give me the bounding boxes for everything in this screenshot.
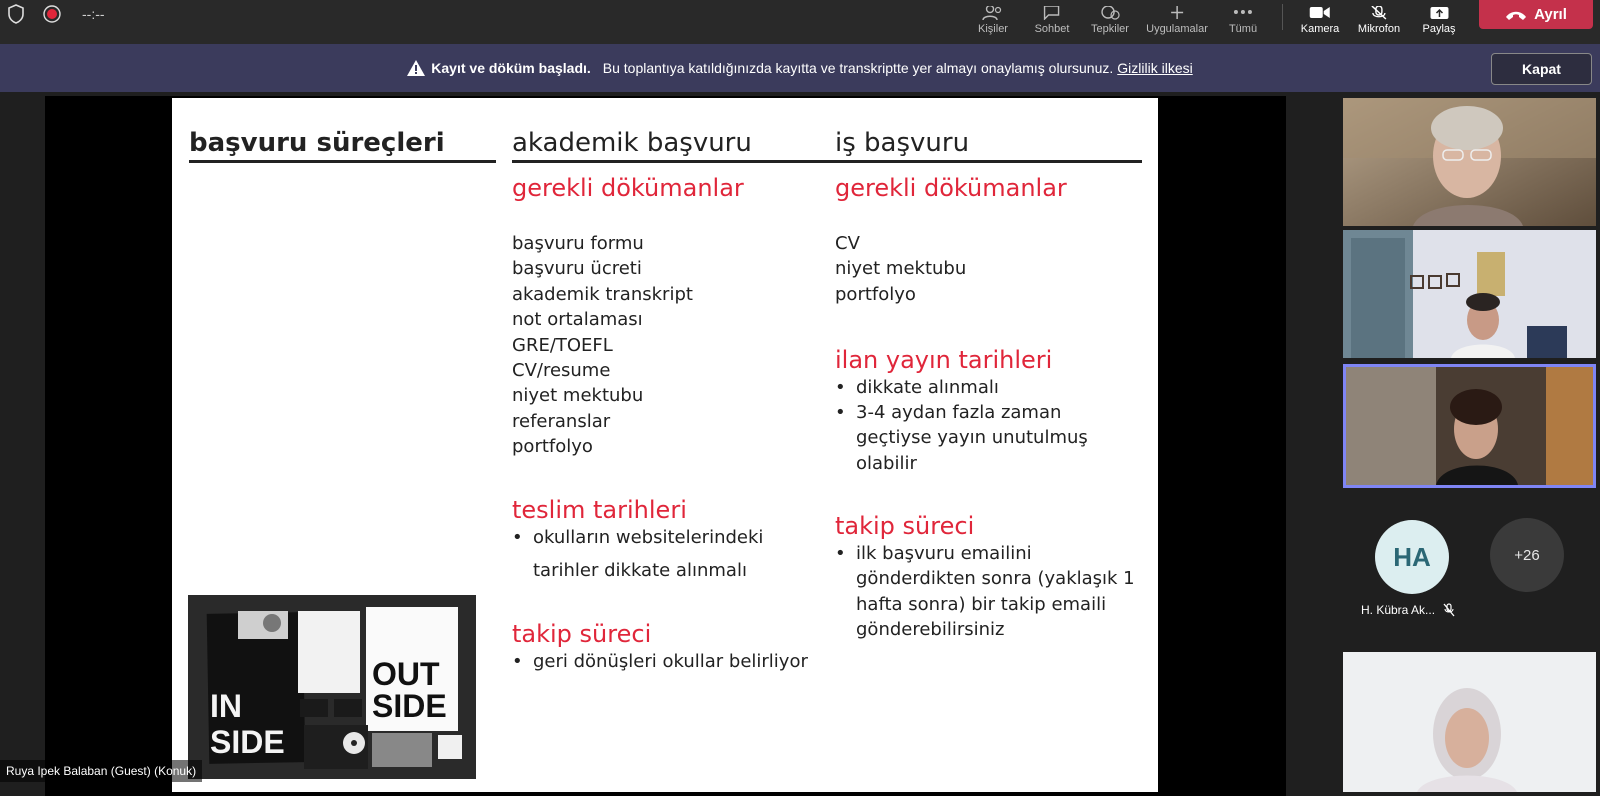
- people-icon: [981, 6, 1005, 20]
- reactions-label: Tepkiler: [1091, 23, 1129, 35]
- photo-text-inside-2: SIDE: [210, 724, 285, 760]
- more-button[interactable]: [1229, 0, 1257, 44]
- participant-name: H. Kübra Ak...: [1361, 603, 1436, 617]
- more-participants-button[interactable]: +26: [1490, 518, 1564, 592]
- recording-banner: [0, 44, 1600, 92]
- chat-label: Sohbet: [1034, 23, 1070, 35]
- presentation-slide: [172, 98, 1158, 792]
- meeting-timer: --:--: [82, 6, 105, 22]
- leave-button[interactable]: [1479, 0, 1593, 29]
- col2-docs-list: [512, 231, 693, 460]
- leave-label: Ayrıl: [1534, 6, 1567, 23]
- mic-off-icon: [1369, 6, 1389, 20]
- col3-posting-item: • dikkate alınmalı: [835, 375, 1125, 400]
- camera-label: Kamera: [1300, 23, 1340, 35]
- more-label: Tümü: [1228, 23, 1258, 35]
- meeting-toolbar: [0, 0, 1600, 44]
- col2-docs-heading: gerekli dökümanlar: [512, 174, 744, 202]
- mic-button[interactable]: [1358, 0, 1400, 44]
- list-item: başvuru ücreti: [512, 258, 642, 280]
- camera-icon: [1308, 6, 1332, 20]
- list-item: başvuru formu: [512, 233, 644, 254]
- col3-posting-heading: ilan yayın tarihleri: [835, 346, 1053, 374]
- video-feed-image: [1343, 98, 1596, 226]
- participant-video-4[interactable]: [1343, 652, 1596, 792]
- chat-icon: [1041, 6, 1063, 20]
- warning-icon: [407, 60, 425, 76]
- photo-text-outside-1: OUT: [372, 656, 440, 692]
- col2-deadline-heading: teslim tarihleri: [512, 496, 687, 524]
- banner-message: Bu toplantıya katıldığınızda kayıtta ve transkriptte yer almayı onaylamış olursunuz.: [602, 60, 1114, 76]
- share-icon: [1428, 6, 1450, 20]
- col3-followup-item: • ilk başvuru emailini gönderdikten sonra (yaklaşık 1 hafta sonra) bir takip emaili gönderebilirsiniz: [835, 541, 1137, 643]
- participant-avatar-label: [1361, 603, 1455, 617]
- col3-posting-item: • 3-4 aydan fazla zaman geçtiyse yayın unutulmuş olabilir: [835, 400, 1105, 476]
- phone-hangup-icon: [1505, 9, 1527, 21]
- slide-col23-rule: [512, 160, 1142, 163]
- participant-video-1[interactable]: [1343, 98, 1596, 226]
- camera-button[interactable]: [1301, 0, 1340, 44]
- col3-docs-list: [835, 231, 966, 307]
- slide-col1-title: başvuru süreçleri: [189, 128, 445, 158]
- slide-col1-rule: [189, 160, 496, 163]
- list-item: portfolyo: [835, 283, 916, 305]
- list-item: CV: [835, 233, 860, 254]
- apps-button[interactable]: [1146, 0, 1208, 44]
- mic-label: Mikrofon: [1357, 23, 1401, 35]
- presenter-name-tag: Ruya Ipek Balaban (Guest) (Konuk): [0, 760, 202, 782]
- privacy-policy-link[interactable]: Gizlilik ilkesi: [1117, 60, 1193, 76]
- col2-followup-heading: takip süreci: [512, 620, 652, 648]
- mic-off-icon: [1443, 603, 1455, 617]
- video-feed-image: [1346, 367, 1593, 485]
- shield-icon: [6, 3, 26, 25]
- toolbar-divider: [1282, 4, 1283, 30]
- list-item: GRE/TOEFL: [512, 334, 613, 356]
- list-item: referanslar: [512, 410, 611, 432]
- col3-followup-heading: takip süreci: [835, 512, 975, 540]
- toolbar-status: [6, 3, 105, 25]
- participant-avatar[interactable]: HA: [1375, 520, 1449, 594]
- participant-video-2[interactable]: [1343, 230, 1596, 358]
- share-button[interactable]: [1422, 0, 1455, 44]
- col2-deadline-item-cont: tarihler dikkate alınmalı: [533, 560, 747, 581]
- photo-text-inside-1: IN: [210, 688, 242, 724]
- reactions-button[interactable]: [1091, 0, 1129, 44]
- video-feed-image: [1343, 652, 1596, 792]
- col2-followup-item: • geri dönüşleri okullar belirliyor: [512, 649, 808, 674]
- chat-button[interactable]: [1035, 0, 1070, 44]
- recording-icon: [42, 4, 62, 24]
- participant-video-active-speaker[interactable]: [1343, 364, 1596, 488]
- more-icon: [1233, 6, 1253, 20]
- slide-col2-title: akademik başvuru: [512, 128, 752, 158]
- list-item: akademik transkript: [512, 283, 693, 305]
- slide-col3-title: iş başvuru: [835, 128, 970, 158]
- video-feed-image: [1343, 230, 1596, 358]
- list-item: niyet mektubu: [835, 258, 967, 280]
- apps-label: Uygulamalar: [1146, 23, 1208, 35]
- list-item: not ortalaması: [512, 309, 643, 331]
- people-label: Kişiler: [978, 23, 1008, 35]
- list-item: niyet mektubu: [512, 385, 644, 407]
- col2-deadline-item: • okulların websitelerindeki: [512, 525, 763, 550]
- photo-text-outside-2: SIDE: [372, 688, 447, 724]
- plus-icon: [1169, 6, 1185, 20]
- people-button[interactable]: [978, 0, 1008, 44]
- banner-close-button[interactable]: Kapat: [1491, 53, 1592, 85]
- list-item: portfolyo: [512, 436, 593, 458]
- reactions-icon: [1099, 6, 1121, 20]
- col3-docs-heading: gerekli dökümanlar: [835, 174, 1067, 202]
- list-item: CV/resume: [512, 360, 611, 382]
- stationery-photo: [188, 595, 476, 779]
- banner-title: Kayıt ve döküm başladı.: [431, 60, 591, 76]
- share-label: Paylaş: [1422, 23, 1456, 35]
- stationery-illustration: [188, 595, 476, 779]
